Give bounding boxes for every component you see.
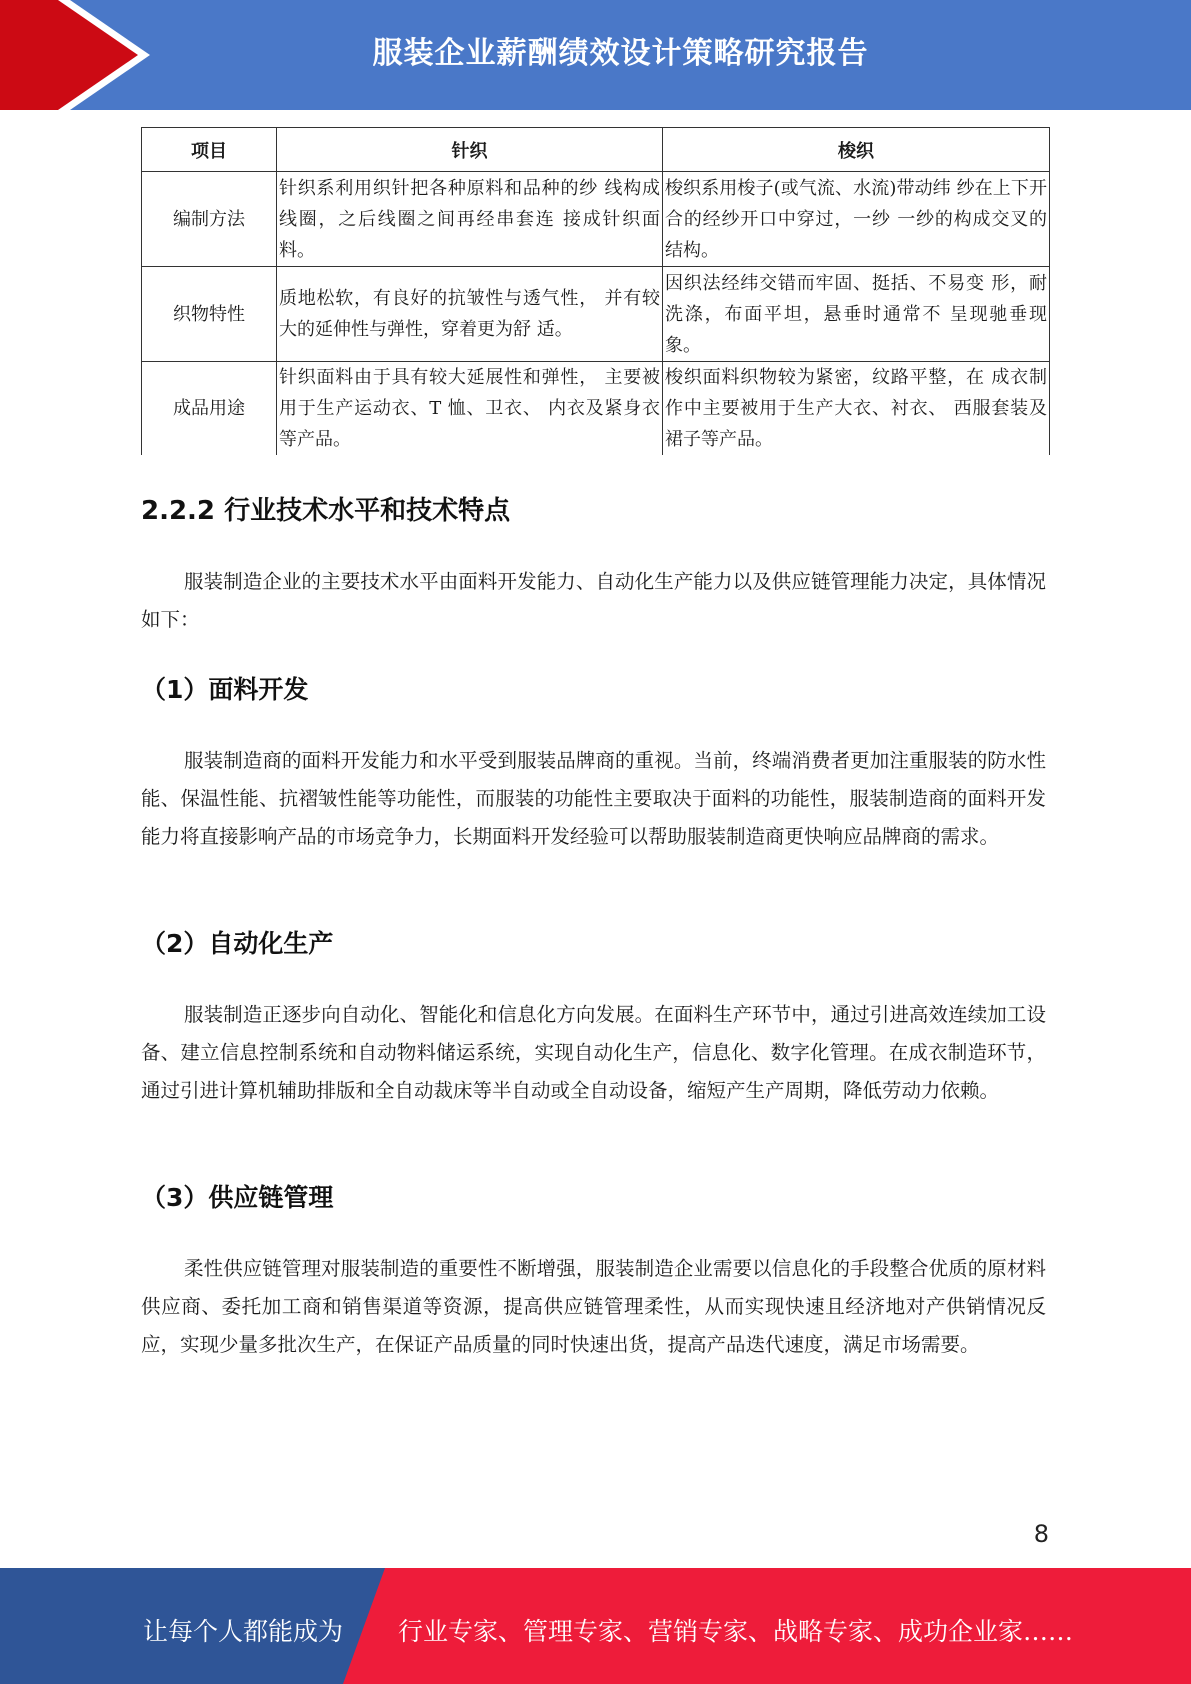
knit-vs-woven-table (141, 127, 1050, 455)
page-number: 8 (1033, 1520, 1049, 1548)
section-intro-paragraph: 服装制造企业的主要技术水平由面料开发能力、自动化生产能力以及供应链管理能力决定，具体情况如下： (141, 570, 1046, 631)
column-header-woven: 梭织 (663, 128, 1050, 172)
report-title: 服装企业薪酬绩效设计策略研究报告 (372, 36, 869, 71)
table-row (142, 362, 1050, 456)
woven-cell: 因织法经纬交错而牢固、挺括、不易变 形，耐洗涤，布面平坦，悬垂时通常不 呈现驰垂现象。 (663, 267, 1050, 362)
page-header (0, 0, 1191, 110)
column-header-item: 项目 (142, 128, 277, 172)
woven-cell: 梭织面料织物较为紧密，纹路平整，在 成衣制作中主要被用于生产大衣、衬衣、 西服套装及裙子等产品。 (663, 362, 1050, 456)
paragraph-automated-production: 服装制造正逐步向自动化、智能化和信息化方向发展。在面料生产环节中，通过引进高效连续加工设备、建立信息控制系统和自动物料储运系统，实现自动化生产，信息化、数字化管理。在成衣制造环节，通过引进计算机辅助排版和全自动裁床等半自动或全自动设备，缩短产生产周期，降低劳动力依赖。 (141, 1003, 1046, 1102)
row-label: 编制方法 (142, 172, 277, 267)
page-footer (0, 1568, 1191, 1684)
knit-cell: 质地松软，有良好的抗皱性与透气性， 并有较大的延伸性与弹性，穿着更为舒 适。 (277, 267, 663, 362)
paragraph-fabric-development: 服装制造商的面料开发能力和水平受到服装品牌商的重视。当前，终端消费者更加注重服装的防水性能、保温性能、抗褶皱性能等功能性，而服装的功能性主要取决于面料的功能性，服装制造商的面料开发能力将直接影响产品的市场竞争力，长期面料开发经验可以帮助服装制造商更快响应品牌商的需求。 (141, 749, 1046, 848)
subsection-heading-fabric: （1）面料开发 (141, 675, 309, 704)
row-label: 成品用途 (142, 362, 277, 456)
paragraph-supply-chain: 柔性供应链管理对服装制造的重要性不断增强，服装制造企业需要以信息化的手段整合优质的原材料供应商、委托加工商和销售渠道等资源，提高供应链管理柔性，从而实现快速且经济地对产供销情况反应，实现少量多批次生产，在保证产品质量的同时快速出货，提高产品迭代速度，满足市场需要。 (141, 1257, 1046, 1356)
section-heading: 2.2.2 行业技术水平和技术特点 (141, 496, 511, 526)
woven-cell: 梭织系用梭子(或气流、水流)带动纬 纱在上下开合的经纱开口中穿过，一纱 一纱的构成交叉的结构。 (663, 172, 1050, 267)
footer-slogan-left: 让每个人都能成为 (143, 1617, 344, 1646)
table-row (142, 172, 1050, 267)
table-row (142, 267, 1050, 362)
subsection-heading-supply-chain: （3）供应链管理 (141, 1183, 334, 1212)
table-header-row (142, 128, 1050, 172)
footer-slogan-right: 行业专家、管理专家、营销专家、战略专家、成功企业家…… (398, 1617, 1074, 1646)
knit-cell: 针织面料由于具有较大延展性和弹性， 主要被用于生产运动衣、T 恤、卫衣、 内衣及紧身衣等产品。 (277, 362, 663, 456)
subsection-heading-automation: （2）自动化生产 (141, 929, 334, 958)
knit-cell: 针织系利用织针把各种原料和品种的纱 线构成线圈，之后线圈之间再经串套连 接成针织面料。 (277, 172, 663, 267)
column-header-knit: 针织 (277, 128, 663, 172)
row-label: 织物特性 (142, 267, 277, 362)
